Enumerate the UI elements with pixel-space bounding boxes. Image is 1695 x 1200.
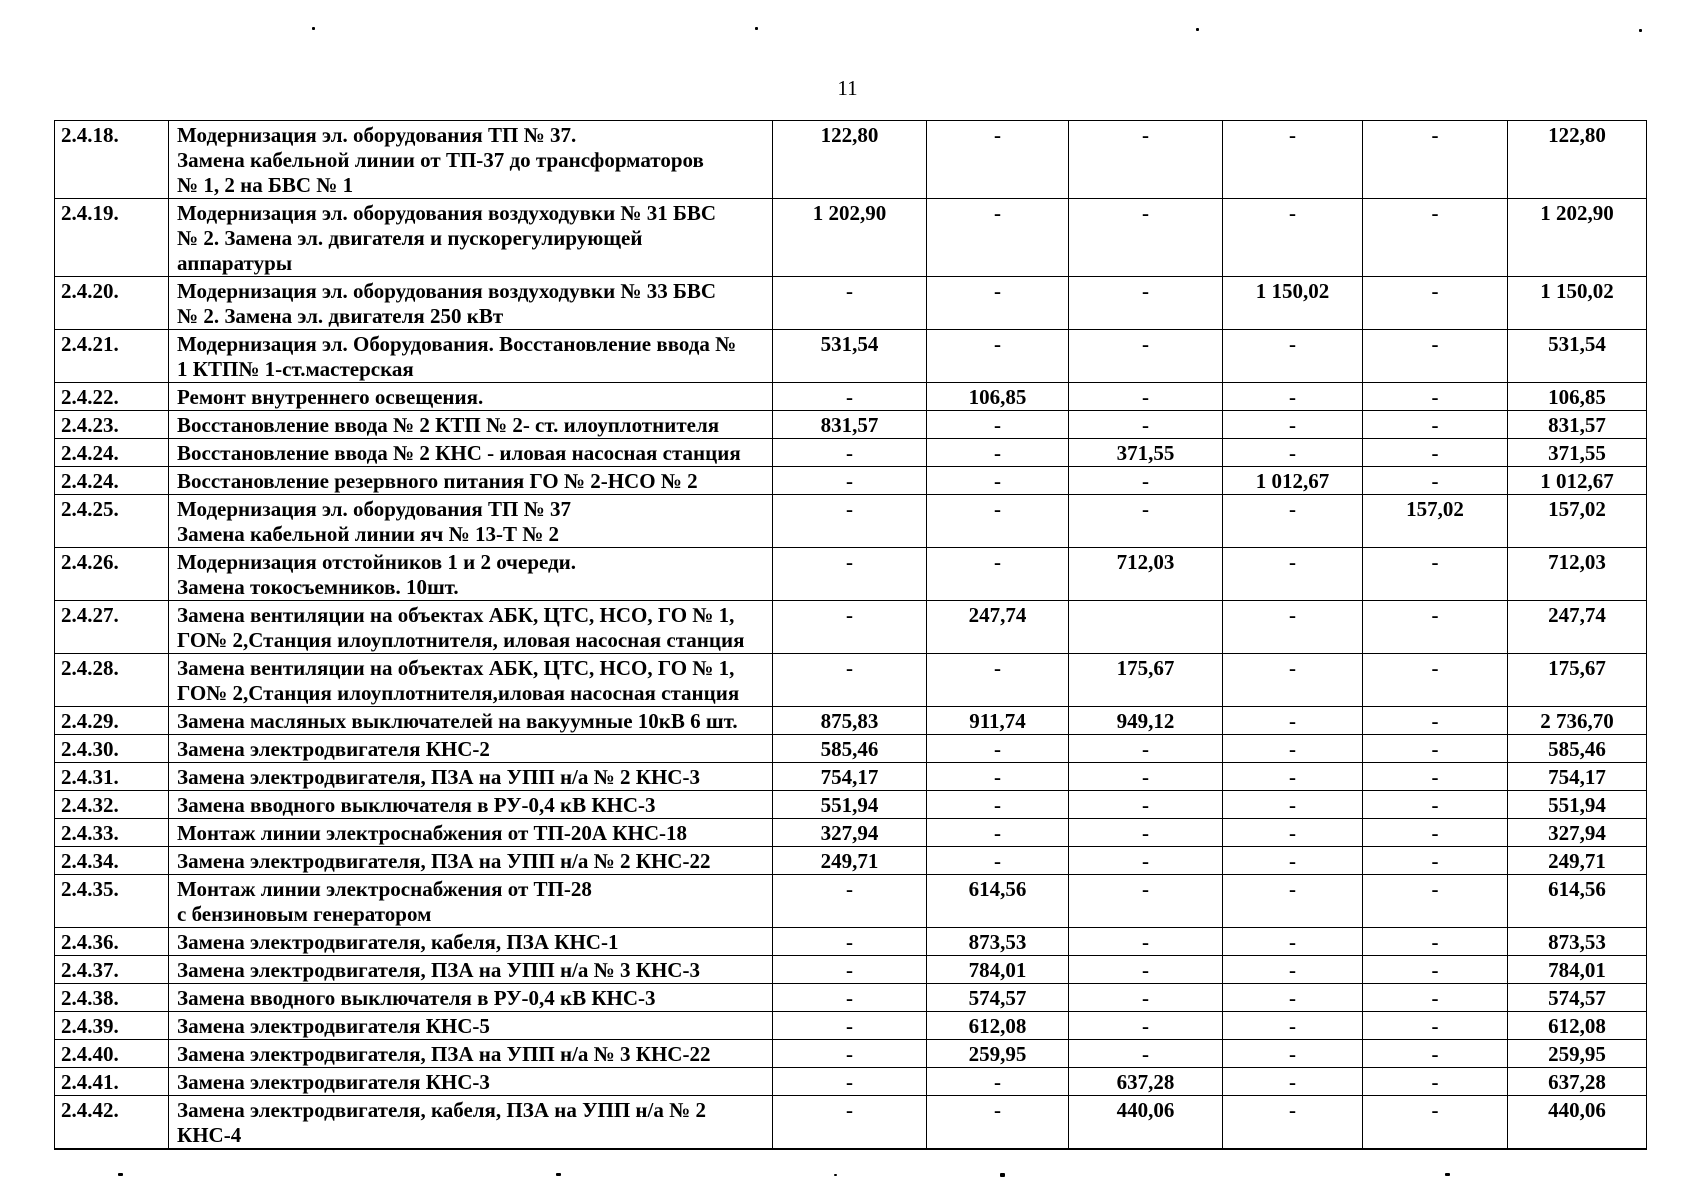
row-code: 2.4.20. [55, 277, 169, 330]
table-row [55, 439, 1647, 467]
row-value-c1: - [773, 984, 927, 1012]
cost-table [54, 120, 1647, 1150]
row-description [169, 707, 773, 735]
row-description [169, 439, 773, 467]
row-value-c2: 873,53 [927, 928, 1069, 956]
table-row [55, 707, 1647, 735]
row-value-c1: - [773, 956, 927, 984]
row-value-c2: 614,56 [927, 875, 1069, 928]
row-value-c2: - [927, 847, 1069, 875]
description-line: Монтаж линии электроснабжения от ТП-28 [177, 877, 592, 901]
row-description [169, 330, 773, 383]
row-value-c4: - [1223, 1040, 1363, 1068]
row-value-c4: - [1223, 928, 1363, 956]
row-value-c4: - [1223, 411, 1363, 439]
table-row [55, 330, 1647, 383]
table-row [55, 199, 1647, 277]
row-value-c4: - [1223, 735, 1363, 763]
row-value-c2: - [927, 654, 1069, 707]
row-value-c3: - [1069, 1012, 1223, 1040]
row-value-c5: - [1363, 1012, 1508, 1040]
row-value-c4: - [1223, 984, 1363, 1012]
row-total: 249,71 [1508, 847, 1647, 875]
description-line: Замена вентиляции на объектах АБК, ЦТС, НСО, ГО № 1, [177, 603, 735, 627]
row-value-c5: - [1363, 548, 1508, 601]
description-line: Замена токосъемников. 10шт. [177, 575, 459, 599]
row-total: 247,74 [1508, 601, 1647, 654]
row-value-c5: - [1363, 601, 1508, 654]
row-code: 2.4.41. [55, 1068, 169, 1096]
row-value-c5: - [1363, 956, 1508, 984]
row-code: 2.4.30. [55, 735, 169, 763]
description-line: № 1, 2 на БВС № 1 [177, 173, 354, 197]
row-total: 371,55 [1508, 439, 1647, 467]
row-total: 873,53 [1508, 928, 1647, 956]
row-value-c5: - [1363, 467, 1508, 495]
row-total: 259,95 [1508, 1040, 1647, 1068]
row-description [169, 411, 773, 439]
row-value-c4: - [1223, 791, 1363, 819]
description-line: Модернизация эл. оборудования ТП № 37. [177, 123, 577, 147]
row-value-c3: - [1069, 411, 1223, 439]
description-line: Замена вводного выключателя в РУ-0,4 кВ КНС-3 [177, 986, 656, 1010]
row-value-c4: - [1223, 956, 1363, 984]
row-description [169, 1068, 773, 1096]
row-value-c4: - [1223, 819, 1363, 847]
row-description [169, 763, 773, 791]
row-description [169, 875, 773, 928]
row-value-c5: - [1363, 330, 1508, 383]
row-total: 831,57 [1508, 411, 1647, 439]
row-value-c1: 122,80 [773, 121, 927, 199]
row-value-c2: - [927, 548, 1069, 601]
row-total: 157,02 [1508, 495, 1647, 548]
description-line: Модернизация эл. оборудования воздуходувки № 31 БВС [177, 201, 717, 225]
row-value-c1: - [773, 1068, 927, 1096]
row-value-c2: 612,08 [927, 1012, 1069, 1040]
row-total: 612,08 [1508, 1012, 1647, 1040]
row-value-c5: - [1363, 707, 1508, 735]
row-value-c4: - [1223, 330, 1363, 383]
row-value-c4: - [1223, 601, 1363, 654]
description-line: аппаратуры [177, 251, 293, 275]
row-value-c1: - [773, 875, 927, 928]
row-value-c3: - [1069, 383, 1223, 411]
row-code: 2.4.28. [55, 654, 169, 707]
row-value-c3: - [1069, 791, 1223, 819]
row-value-c3: - [1069, 984, 1223, 1012]
row-value-c1: - [773, 439, 927, 467]
description-line: Восстановление ввода № 2 КТП № 2- ст. илоуплотнителя [177, 413, 720, 437]
table-row [55, 277, 1647, 330]
row-value-c4: 1 012,67 [1223, 467, 1363, 495]
row-value-c4: - [1223, 763, 1363, 791]
row-value-c5: 157,02 [1363, 495, 1508, 548]
row-total: 784,01 [1508, 956, 1647, 984]
row-value-c4: - [1223, 1068, 1363, 1096]
row-value-c1: 531,54 [773, 330, 927, 383]
description-line: Замена масляных выключателей на вакуумные 10кВ 6 шт. [177, 709, 738, 733]
table-row [55, 791, 1647, 819]
row-description [169, 984, 773, 1012]
row-value-c1: - [773, 1096, 927, 1150]
description-line: Замена электродвигателя, ПЗА на УПП н/а № 2 КНС-3 [177, 765, 700, 789]
row-code: 2.4.23. [55, 411, 169, 439]
row-description [169, 383, 773, 411]
row-code: 2.4.34. [55, 847, 169, 875]
row-total: 1 150,02 [1508, 277, 1647, 330]
row-value-c2: - [927, 467, 1069, 495]
description-line: Замена электродвигателя КНС-2 [177, 737, 490, 761]
row-value-c1: - [773, 495, 927, 548]
row-value-c3: - [1069, 467, 1223, 495]
row-code: 2.4.36. [55, 928, 169, 956]
description-line: Замена вентиляции на объектах АБК, ЦТС, НСО, ГО № 1, [177, 656, 735, 680]
row-value-c4: - [1223, 707, 1363, 735]
row-description [169, 1040, 773, 1068]
row-description [169, 654, 773, 707]
row-description [169, 1096, 773, 1150]
row-value-c2: - [927, 330, 1069, 383]
row-value-c5: - [1363, 875, 1508, 928]
row-value-c5: - [1363, 1040, 1508, 1068]
row-code: 2.4.38. [55, 984, 169, 1012]
row-total: 712,03 [1508, 548, 1647, 601]
description-line: Замена электродвигателя КНС-3 [177, 1070, 490, 1094]
row-total: 574,57 [1508, 984, 1647, 1012]
row-description [169, 791, 773, 819]
row-value-c5: - [1363, 383, 1508, 411]
table-row [55, 847, 1647, 875]
row-value-c5: - [1363, 411, 1508, 439]
row-value-c4: - [1223, 439, 1363, 467]
row-value-c2: - [927, 791, 1069, 819]
row-value-c4: - [1223, 383, 1363, 411]
description-line: Замена электродвигателя, кабеля, ПЗА КНС-1 [177, 930, 619, 954]
row-code: 2.4.35. [55, 875, 169, 928]
row-value-c3: 949,12 [1069, 707, 1223, 735]
row-description [169, 121, 773, 199]
row-value-c2: 574,57 [927, 984, 1069, 1012]
description-line: Восстановление резервного питания ГО № 2-НСО № 2 [177, 469, 698, 493]
row-value-c2: 106,85 [927, 383, 1069, 411]
row-total: 327,94 [1508, 819, 1647, 847]
description-line: Замена кабельной линии от ТП-37 до трансформаторов [177, 148, 704, 172]
table-row [55, 735, 1647, 763]
row-value-c3: - [1069, 763, 1223, 791]
table-row [55, 411, 1647, 439]
scan-mark [1196, 28, 1199, 31]
row-value-c2: - [927, 439, 1069, 467]
description-line: Замена кабельной линии яч № 13-Т № 2 [177, 522, 560, 546]
row-value-c3: - [1069, 330, 1223, 383]
description-line: Замена электродвигателя, ПЗА на УПП н/а № 3 КНС-22 [177, 1042, 711, 1066]
row-value-c3: - [1069, 819, 1223, 847]
row-value-c1: 249,71 [773, 847, 927, 875]
row-value-c1: - [773, 548, 927, 601]
row-code: 2.4.31. [55, 763, 169, 791]
row-description [169, 847, 773, 875]
description-line: КНС-4 [177, 1123, 242, 1147]
table-row [55, 1040, 1647, 1068]
row-value-c4: - [1223, 847, 1363, 875]
row-value-c5: - [1363, 763, 1508, 791]
row-code: 2.4.21. [55, 330, 169, 383]
row-value-c3: 637,28 [1069, 1068, 1223, 1096]
row-description [169, 495, 773, 548]
row-description [169, 601, 773, 654]
description-line: 1 КТП№ 1-ст.мастерская [177, 357, 414, 381]
row-code: 2.4.22. [55, 383, 169, 411]
row-value-c3: - [1069, 1040, 1223, 1068]
row-value-c2: 911,74 [927, 707, 1069, 735]
row-value-c2: 259,95 [927, 1040, 1069, 1068]
table-row [55, 654, 1647, 707]
description-line: Модернизация эл. оборудования ТП № 37 [177, 497, 571, 521]
row-code: 2.4.27. [55, 601, 169, 654]
description-line: Ремонт внутреннего освещения. [177, 385, 484, 409]
row-value-c5: - [1363, 819, 1508, 847]
row-value-c5: - [1363, 121, 1508, 199]
row-value-c2: - [927, 1096, 1069, 1150]
table-row [55, 121, 1647, 199]
table-row [55, 819, 1647, 847]
row-value-c5: - [1363, 847, 1508, 875]
table-row [55, 548, 1647, 601]
row-value-c5: - [1363, 1096, 1508, 1150]
row-code: 2.4.33. [55, 819, 169, 847]
scan-mark [118, 1173, 123, 1176]
row-value-c3: - [1069, 277, 1223, 330]
table-body [55, 121, 1647, 1150]
row-value-c3: 371,55 [1069, 439, 1223, 467]
scan-mark [834, 1174, 837, 1176]
row-value-c1: 551,94 [773, 791, 927, 819]
row-value-c1: 585,46 [773, 735, 927, 763]
table-row [55, 956, 1647, 984]
row-value-c5: - [1363, 735, 1508, 763]
row-value-c4: - [1223, 548, 1363, 601]
row-value-c3: 440,06 [1069, 1096, 1223, 1150]
row-value-c4: - [1223, 654, 1363, 707]
row-total: 614,56 [1508, 875, 1647, 928]
description-line: Замена электродвигателя КНС-5 [177, 1014, 490, 1038]
row-total: 551,94 [1508, 791, 1647, 819]
scan-mark [1445, 1173, 1450, 1176]
table-row [55, 928, 1647, 956]
table-row [55, 495, 1647, 548]
row-value-c5: - [1363, 199, 1508, 277]
row-value-c4: - [1223, 1096, 1363, 1150]
row-code: 2.4.24. [55, 439, 169, 467]
row-description [169, 1012, 773, 1040]
description-line: с бензиновым генератором [177, 902, 432, 926]
table-row [55, 383, 1647, 411]
row-value-c2: - [927, 735, 1069, 763]
row-value-c1: - [773, 928, 927, 956]
row-value-c1: - [773, 654, 927, 707]
row-total: 106,85 [1508, 383, 1647, 411]
table-row [55, 875, 1647, 928]
row-value-c1: - [773, 1040, 927, 1068]
row-value-c1: 754,17 [773, 763, 927, 791]
row-value-c5: - [1363, 439, 1508, 467]
row-value-c3: - [1069, 199, 1223, 277]
row-value-c2: - [927, 121, 1069, 199]
row-description [169, 956, 773, 984]
row-total: 175,67 [1508, 654, 1647, 707]
row-value-c1: - [773, 277, 927, 330]
row-value-c5: - [1363, 791, 1508, 819]
row-value-c2: - [927, 1068, 1069, 1096]
description-line: Замена электродвигателя, ПЗА на УПП н/а № 3 КНС-3 [177, 958, 700, 982]
table-row [55, 1068, 1647, 1096]
row-value-c3: - [1069, 956, 1223, 984]
row-value-c2: 247,74 [927, 601, 1069, 654]
description-line: Замена вводного выключателя в РУ-0,4 кВ КНС-3 [177, 793, 656, 817]
row-total: 637,28 [1508, 1068, 1647, 1096]
table-row [55, 763, 1647, 791]
row-code: 2.4.37. [55, 956, 169, 984]
row-value-c3: - [1069, 928, 1223, 956]
row-value-c4: - [1223, 495, 1363, 548]
row-value-c4: - [1223, 199, 1363, 277]
row-code: 2.4.19. [55, 199, 169, 277]
row-value-c1: - [773, 601, 927, 654]
description-line: Замена электродвигателя, ПЗА на УПП н/а № 2 КНС-22 [177, 849, 711, 873]
row-value-c2: - [927, 277, 1069, 330]
table-row [55, 467, 1647, 495]
row-value-c4: - [1223, 121, 1363, 199]
row-code: 2.4.39. [55, 1012, 169, 1040]
row-value-c5: - [1363, 654, 1508, 707]
row-code: 2.4.18. [55, 121, 169, 199]
table-row [55, 601, 1647, 654]
row-code: 2.4.29. [55, 707, 169, 735]
row-total: 585,46 [1508, 735, 1647, 763]
page-number: 11 [837, 76, 858, 100]
row-code: 2.4.40. [55, 1040, 169, 1068]
row-description [169, 735, 773, 763]
table-row [55, 1012, 1647, 1040]
scan-mark [755, 27, 758, 30]
row-total: 440,06 [1508, 1096, 1647, 1150]
row-value-c4: 1 150,02 [1223, 277, 1363, 330]
row-value-c3: - [1069, 847, 1223, 875]
row-description [169, 467, 773, 495]
row-description [169, 928, 773, 956]
row-value-c2: - [927, 763, 1069, 791]
row-value-c3: 712,03 [1069, 548, 1223, 601]
description-line: Монтаж линии электроснабжения от ТП-20А КНС-18 [177, 821, 688, 845]
row-value-c3: - [1069, 495, 1223, 548]
row-description [169, 277, 773, 330]
row-value-c5: - [1363, 928, 1508, 956]
row-value-c5: - [1363, 277, 1508, 330]
description-line: ГО№ 2,Станция илоуплотнителя, иловая насосная станция [177, 628, 745, 652]
table-row [55, 984, 1647, 1012]
row-value-c3 [1069, 601, 1223, 654]
row-value-c5: - [1363, 1068, 1508, 1096]
row-value-c3: - [1069, 121, 1223, 199]
row-total: 531,54 [1508, 330, 1647, 383]
row-value-c2: - [927, 199, 1069, 277]
scan-mark [1000, 1173, 1005, 1177]
description-line: Замена электродвигателя, кабеля, ПЗА на УПП н/а № 2 [177, 1098, 706, 1122]
row-value-c1: - [773, 1012, 927, 1040]
row-value-c2: - [927, 495, 1069, 548]
row-value-c1: 875,83 [773, 707, 927, 735]
row-value-c4: - [1223, 875, 1363, 928]
row-value-c2: 784,01 [927, 956, 1069, 984]
scan-mark [556, 1173, 561, 1176]
description-line: № 2. Замена эл. двигателя и пускорегулирующей [177, 226, 643, 250]
row-value-c2: - [927, 411, 1069, 439]
table-row [55, 1096, 1647, 1150]
row-value-c3: 175,67 [1069, 654, 1223, 707]
description-line: Модернизация эл. оборудования воздуходувки № 33 БВС [177, 279, 717, 303]
row-code: 2.4.26. [55, 548, 169, 601]
scan-mark [312, 27, 315, 30]
row-value-c1: 1 202,90 [773, 199, 927, 277]
description-line: Модернизация эл. Оборудования. Восстановление ввода № [177, 332, 737, 356]
row-value-c5: - [1363, 984, 1508, 1012]
description-line: Модернизация отстойников 1 и 2 очереди. [177, 550, 577, 574]
row-code: 2.4.32. [55, 791, 169, 819]
row-value-c2: - [927, 819, 1069, 847]
description-line: Восстановление ввода № 2 КНС - иловая насосная станция [177, 441, 741, 465]
row-description [169, 199, 773, 277]
row-description [169, 819, 773, 847]
row-total: 1 202,90 [1508, 199, 1647, 277]
row-total: 1 012,67 [1508, 467, 1647, 495]
description-line: ГО№ 2,Станция илоуплотнителя,иловая насосная станция [177, 681, 740, 705]
row-total: 754,17 [1508, 763, 1647, 791]
row-total: 122,80 [1508, 121, 1647, 199]
row-code: 2.4.24. [55, 467, 169, 495]
row-value-c1: - [773, 383, 927, 411]
row-value-c1: 327,94 [773, 819, 927, 847]
row-value-c4: - [1223, 1012, 1363, 1040]
scan-mark [1639, 29, 1642, 32]
row-value-c1: 831,57 [773, 411, 927, 439]
description-line: № 2. Замена эл. двигателя 250 кВт [177, 304, 504, 328]
row-value-c3: - [1069, 735, 1223, 763]
row-value-c1: - [773, 467, 927, 495]
row-value-c3: - [1069, 875, 1223, 928]
row-code: 2.4.25. [55, 495, 169, 548]
row-description [169, 548, 773, 601]
row-code: 2.4.42. [55, 1096, 169, 1150]
row-total: 2 736,70 [1508, 707, 1647, 735]
